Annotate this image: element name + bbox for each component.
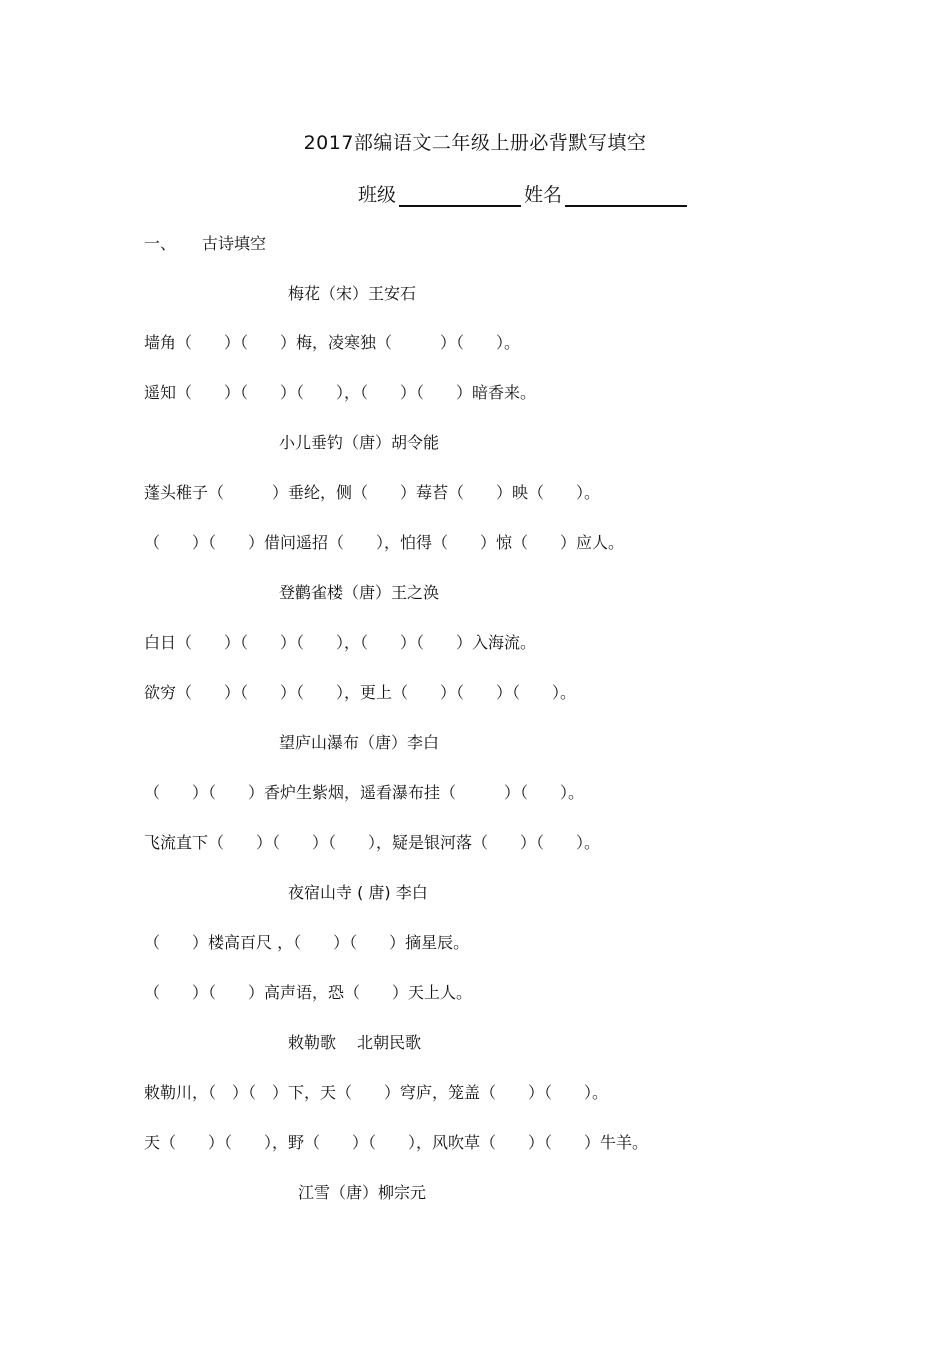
student-info-row — [358, 180, 690, 207]
poem-line: 墙角（ ）（ ）梅，凌寒独（ ）（ ）。 — [144, 333, 521, 352]
poem-title: 梅花（宋）王安石 — [288, 284, 417, 303]
class-blank-field[interactable] — [399, 183, 521, 207]
poem-line: （ ）（ ）高声语，恐（ ）天上人。 — [144, 983, 473, 1002]
poem-line: 遥知（ ）（ ）（ ），（ ）（ ）暗香来。 — [144, 383, 537, 402]
poem-title: 夜宿山寺 ( 唐) 李白 — [288, 883, 428, 902]
section-number: 一、 — [144, 234, 177, 253]
poem-line: （ ）楼高百尺 ，（ ）（ ）摘星辰。 — [144, 933, 470, 952]
poem-title: 小儿垂钓（唐）胡令能 — [279, 433, 440, 452]
poem-title: 江雪（唐）柳宗元 — [298, 1183, 427, 1202]
poem-line: 飞流直下（ ）（ ）（ ），疑是银河落（ ）（ ）。 — [144, 833, 601, 852]
poem-line: （ ）（ ）香炉生紫烟，遥看瀑布挂（ ）（ ）。 — [144, 783, 585, 802]
poem-line: 蓬头稚子（ ）垂纶，侧（ ）莓苔（ ）映（ ）。 — [144, 483, 601, 502]
poem-title: 望庐山瀑布（唐）李白 — [279, 733, 440, 752]
class-label: 班级 — [358, 184, 397, 206]
name-label: 姓名 — [524, 184, 563, 206]
poem-line: 敕勒川，（ ）（ ）下，天（ ）穹庐，笼盖（ ）（ ）。 — [144, 1083, 609, 1102]
poem-line: 欲穷（ ）（ ）（ ），更上（ ）（ ）（ ）。 — [144, 683, 577, 702]
poem-line: 白日（ ）（ ）（ ），（ ）（ ）入海流。 — [144, 633, 537, 652]
poem-line: （ ）（ ）借问遥招（ ），怕得（ ）惊（ ）应人。 — [144, 533, 625, 552]
poem-line: 天（ ）（ ），野（ ）（ ），风吹草（ ）（ ）牛羊。 — [144, 1133, 649, 1152]
name-blank-field[interactable] — [565, 183, 687, 207]
poem-title: 敕勒歌 北朝民歌 — [288, 1033, 422, 1052]
poem-title: 登鹳雀楼（唐）王之涣 — [279, 583, 440, 602]
page-title: 2017部编语文二年级上册必背默写填空 — [303, 132, 647, 154]
section-heading — [144, 231, 266, 254]
section-title: 古诗填空 — [202, 234, 267, 253]
